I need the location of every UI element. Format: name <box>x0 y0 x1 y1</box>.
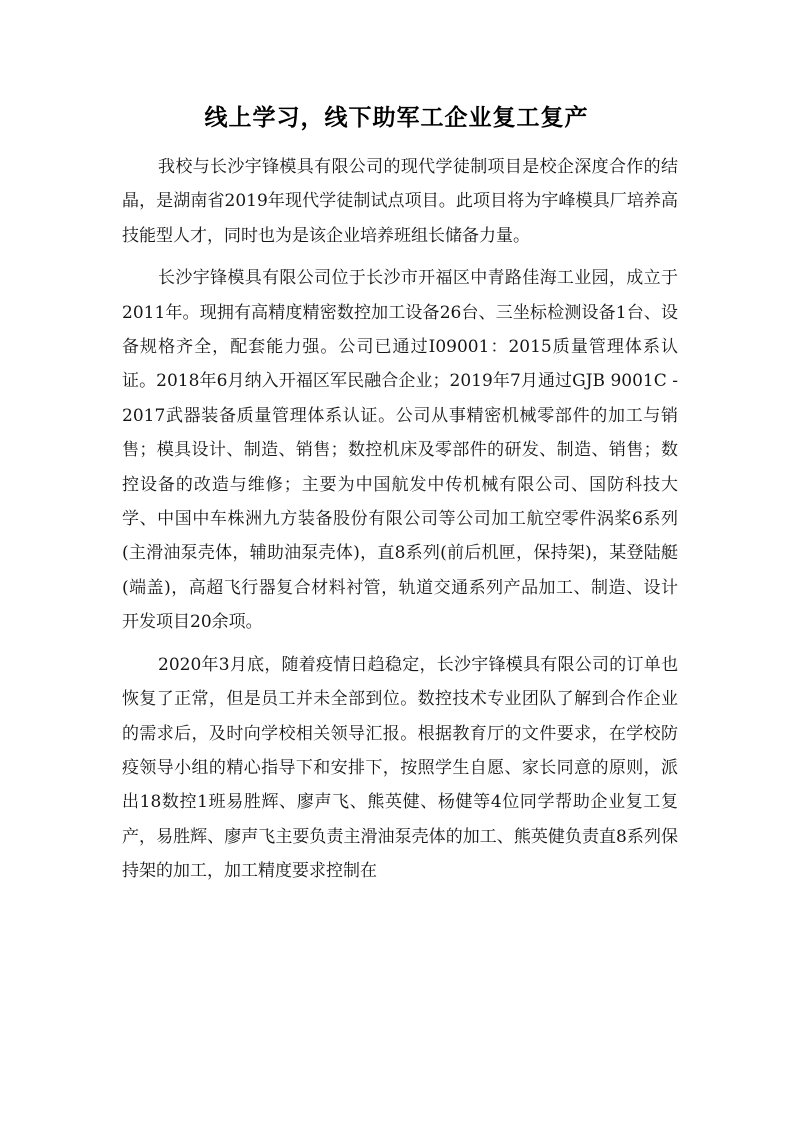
paragraph-partnership: 我校与长沙宇锋模具有限公司的现代学徒制项目是校企深度合作的结晶，是湖南省2019年现代学徒制试点项目。此项目将为宇峰模具厂培养高技能型人才，同时也为是该企业培养班组长储备力量。 <box>122 157 678 246</box>
paragraph-resumption: 2020年3月底，随着疫情日趋稳定，长沙宇锋模具有限公司的订单也恢复了正常，但是员工并未全部到位。数控技术专业团队了解到合作企业的需求后，及时向学校相关领导汇报。根据教育厅的文件要求，在学校防疫领导小组的精心指导下和安排下，按照学生自愿、家长同意的原则，派出18数控1班易胜辉、廖声飞、熊英健、杨健等4位同学帮助企业复工复产，易胜辉、廖声飞主要负责主滑油泵壳体的加工、熊英健负责直8系列保持架的加工，加工精度要求控制在 <box>122 654 678 882</box>
paragraph-company-profile: 长沙宇锋模具有限公司位于长沙市开福区中青路佳海工业园，成立于2011年。现拥有高精度精密数控加工设备26台、三坐标检测设备1台、设备规格齐全，配套能力强。公司已通过I09001：2015质量管理体系认证。2018年6月纳入开福区军民融合企业；2019年7月通过GJB 9001C -2017武器装备质量管理体系认证。公司从事精密机械零部件的加工与销售；模具设计、制造、销售；数控机床及零部件的研发、制造、销售；数控设备的改造与维修；主要为中国航发中传机械有限公司、国防科技大学、中国中车株洲九方装备股份有限公司等公司加工航空零件涡桨6系列(主滑油泵壳体，辅助油泵壳体)，直8系列(前后机匣，保持架)，某登陆艇(端盖)，高超飞行器复合材料衬管，轨道交通系列产品加工、制造、设计开发项目20余项。 <box>122 268 678 633</box>
document-body <box>122 150 678 889</box>
document-title: 线上学习，线下助军工企业复工复产 <box>204 105 589 131</box>
